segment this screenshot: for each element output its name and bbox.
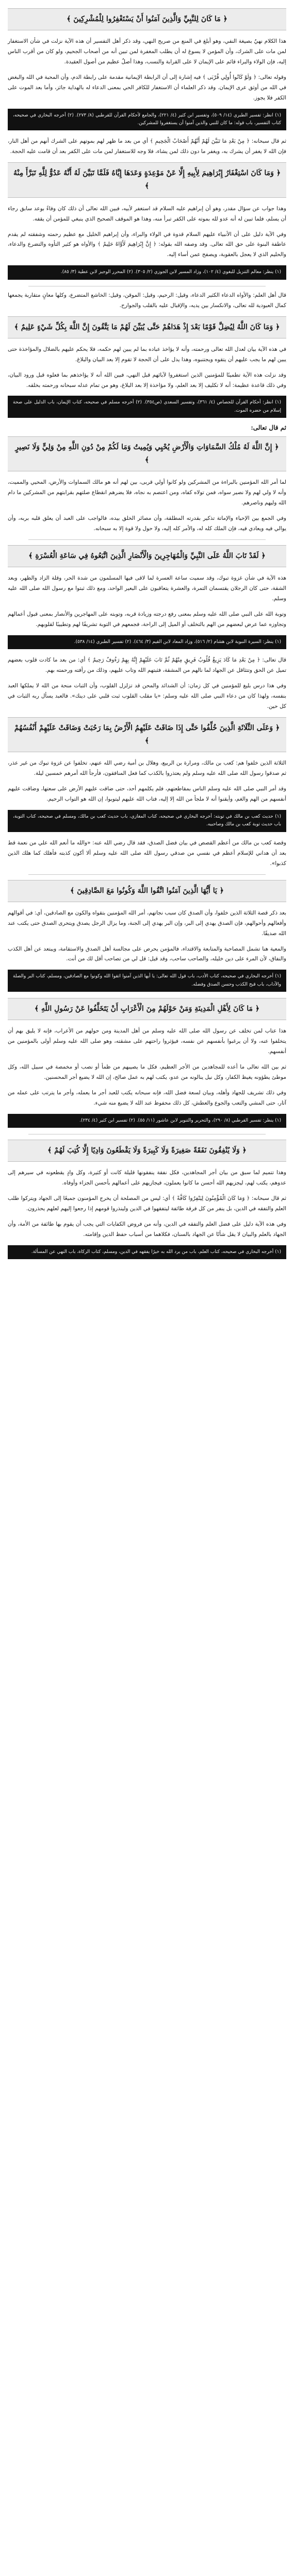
body-paragraph: ثم قال سبحانه: ﴿ وَمَا كَانَ الْمُؤْمِنُونَ لِيَنْفِرُوا كَافَّةً ﴾ أي: ليس من المصلحة أن يخرج المؤمنون جميعًا إلى الجهاد ويتركوا طلب العلم والتفقه في الدين، بل ينفر من كل فرقة طائفة ليتفقهوا في الدين ولينذروا قومهم إذا رجعوا إليهم لعلهم يحذرون.	[8, 1195, 286, 1212]
footnote-box: (١) أخرجه البخاري في صحيحه، كتاب العلم، باب من يرد الله به خيرًا يفقهه في الدين، ومسلم، كتاب الزكاة، باب النهي عن المسألة.	[8, 1245, 286, 1259]
body-paragraph: قال تعالى: ﴿ مِنْ بَعْدِ مَا كَادَ يَزِيغُ قُلُوبُ فَرِيقٍ مِنْهُمْ ثُمَّ تَابَ عَلَيْهِمْ إِنَّهُ بِهِمْ رَءُوفٌ رَحِيمٌ ﴾ أي: من بعد ما كادت قلوب بعضهم تميل عن الحق وتتثاقل عن الجهاد لما نالهم من المشقة، فثبتهم الله وتاب عليهم، وذلك من رأفته ورحمته بهم.	[8, 657, 286, 674]
body-paragraph: هذا الكلام نهيٌ بصيغة النفي، وهو أبلغ في المنع من صريح النهي، وقد ذكر أهل التفسير أن هذه الآية نزلت في شأن الاستغفار لمن مات على الشرك، وأن المؤمن لا يسوغ له أن يطلب المغفرة لمن تبين أنه من أصحاب الجحيم، ولو كان من أقرب الناس إليه، فإن الولاء والبراء قائم على الإيمان لا على القرابة والنسب، وهذا أصلٌ عظيم من أصول العقيدة.	[8, 38, 286, 65]
body-paragraph: ثم بين الله تعالى ما أعده للمجاهدين من الأجر العظيم، فكل ما يصيبهم من ظمأ أو نصب أو مخمصة في سبيل الله، وكل موطئ يطؤونه يغيظ الكفار، وكل نيل ينالونه من عدو، يكتب لهم به عمل صالح، إن الله لا يضيع أجر المحسنين.	[8, 1063, 286, 1080]
body-paragraph: وفي الجمع بين الإحياء والإماتة تذكير بقدرته المطلقة، وأن مصائر الخلق بيده، فالواجب على العبد أن يعلق قلبه بربه، وأن يوالي فيه ويعادي فيه، فإن الملك كله له، والأمر كله إليه، ولا حول ولا قوة إلا به سبحانه.	[8, 515, 286, 532]
section-divider	[28, 874, 266, 875]
body-paragraph: هذا عتاب لمن تخلف عن رسول الله صلى الله عليه وسلم من أهل المدينة ومن حولهم من الأعراب، فإنه لا يليق بهم أن يتخلفوا عنه، ولا أن يرغبوا بأنفسهم عن نفسه، فيؤثروا راحتهم على مشقته، وهو صلى الله عليه وسلم أولى بالمؤمنين من أنفسهم.	[8, 1028, 286, 1055]
quran-verse-box: ﴿ مَا كَانَ لِأَهْلِ الْمَدِينَةِ وَمَنْ حَوْلَهُمْ مِنَ الْأَعْرَابِ أَنْ يَتَخَلَّفُوا عَنْ رَسُولِ اللَّهِ ﴾	[8, 998, 286, 1020]
section-heading: ثم قال تعالى:	[251, 424, 286, 432]
footnote-box: (١) ينظر: معالم التنزيل للبغوي (٤/ ١٠٢)، وزاد المسير لابن الجوزي (٢/ ٣٠٥). (٢) المحرر الوجيز لابن عطية (٣/ ٨٥).	[8, 265, 286, 279]
body-paragraph: وتوبة الله على النبي صلى الله عليه وسلم بمعنى رفع درجته وزيادة قربه، وتوبته على المهاجرين والأنصار بمعنى قبول أعمالهم وتجاوزه عما عرض لبعضهم من الهم بالتخلف أو الميل إلى الراحة، فجمعهم في التوبة تشريفًا لهم وتطييبًا لقلوبهم.	[8, 611, 286, 628]
body-paragraph: وقوله تعالى: ﴿ وَلَوْ كَانُوا أُولِي قُرْبَى ﴾ فيه إشارة إلى أن الرابطة الإيمانية مقدمة على رابطة الدم، وأن المحبة في الله والبغض في الله من أوثق عرى الإيمان. وقد ذكر العلماء أن الاستغفار للكافر الحي بمعنى الدعاء له بالهداية جائز، وأما بعد الموت على الكفر فلا يجوز.	[8, 74, 286, 101]
body-paragraph: وقصة كعب بن مالك من أعظم القصص في بيان فضل الصدق، فقد قال رضي الله عنه: «والله ما أنعم الله علي من نعمة قط بعد أن هداني للإسلام أعظم في نفسي من صدقي رسول الله صلى الله عليه وسلم ألا أكون كذبته فأهلك كما هلك الذين كذبوا».	[8, 839, 286, 867]
quran-verse-box: ﴿ لَقَدْ تَابَ اللَّهُ عَلَى النَّبِيِّ وَالْمُهَاجِرِينَ وَالْأَنْصَارِ الَّذِينَ اتَّبَعُوهُ فِي سَاعَةِ الْعُسْرَةِ ﴾	[8, 545, 286, 567]
body-paragraph: الثلاثة الذين خلفوا هم: كعب بن مالك، ومرارة بن الربيع، وهلال بن أمية رضي الله عنهم، تخلفوا عن غزوة تبوك من غير عذر، ثم صدقوا رسول الله صلى الله عليه وسلم ولم يعتذروا بالكذب كما فعل المنافقون، فأرجأ الله أمرهم خمسين ليلة.	[8, 760, 286, 777]
body-paragraph: وقد أمر النبي صلى الله عليه وسلم الناس بمقاطعتهم، فلم يكلمهم أحد، حتى ضاقت عليهم الأرض على سعتها، وضاقت عليهم أنفسهم من الهم والغم، وأيقنوا أنه لا ملجأ من الله إلا إليه، فتاب الله عليهم ليتوبوا، إن الله هو التواب الرحيم.	[8, 786, 286, 803]
body-paragraph: والمعية هنا تشمل المصاحبة والمتابعة والاقتداء، فالمؤمن يحرص على مجالسة أهل الصدق والاستقامة، ويبتعد عن أهل الكذب والنفاق، لأن المرء على دين خليله، والصاحب ساحب، وقد قيل: قل لي من تصاحب أقل لك من أنت.	[8, 945, 286, 962]
quran-verse-box: ﴿ وَلَا يُنْفِقُونَ نَفَقَةً صَغِيرَةً وَلَا كَبِيرَةً وَلَا يَقْطَعُونَ وَادِيًا إِلَّا كُتِبَ لَهُمْ ﴾	[8, 1140, 286, 1162]
footnote-box: (١) أخرجه البخاري في صحيحه، كتاب الأدب، باب قول الله تعالى: يا أيها الذين آمنوا اتقوا الله وكونوا مع الصادقين، ومسلم، كتاب البر والصلة والآداب، باب قبح الكذب وحسن الصدق وفضله.	[8, 970, 286, 992]
quran-verse-box: ﴿ مَا كَانَ لِلنَّبِيِّ وَالَّذِينَ آمَنُوا أَنْ يَسْتَغْفِرُوا لِلْمُشْرِكِينَ ﴾	[8, 8, 286, 30]
body-paragraph: وفي هذه الآية دليل على فضل العلم والتفقه في الدين، وأنه من فروض الكفايات التي يجب أن يقوم بها طائفة من الأمة، وأن الجهاد بالعلم والبيان لا يقل شأنًا عن الجهاد بالسنان، فكلاهما من أسباب حفظ الدين وإقامته.	[8, 1221, 286, 1238]
body-paragraph: وهذا جواب عن سؤال مقدر، وهو أن إبراهيم عليه السلام قد استغفر لأبيه، فبين الله تعالى أن ذلك كان وفاءً بوعد سابق رجاء أن يسلم، فلما تبين له أنه عدو لله بموته على الكفر تبرأ منه، وهذا هو الموقف الصحيح الذي ينبغي للمؤمن أن يقفه.	[8, 205, 286, 222]
body-paragraph: لما أمر الله المؤمنين بالبراءة من المشركين ولو كانوا أولي قربى، بين لهم أنه هو مالك السماوات والأرض، المحيي والمميت، وأنه لا ولي لهم ولا نصير سواه، فمن تولاه كفاه، ومن اعتصم به نجاه، فلا يضرهم انقطاع صلتهم بقرابتهم من المشركين ما دام الله وليهم وناصرهم.	[8, 479, 286, 506]
body-paragraph: في هذه الآية بيان لعدل الله تعالى ورحمته، وأنه لا يؤاخذ عباده بما لم يبين لهم حكمه، فلا يحكم عليهم بالضلال والمؤاخذة حتى يبين لهم ما يجب عليهم أن يتقوه ويجتنبوه، وهذا يدل على أن الحجة لا تقوم إلا بعد البيان والبلاغ.	[8, 346, 286, 363]
body-paragraph: قال أهل العلم: والأواه الدعاء الكثير الدعاء، وقيل: الرحيم، وقيل: الموقن، وقيل: الخاشع المتضرع، وكلها معانٍ متقاربة يجمعها كمال العبودية لله تعالى، والانكسار بين يديه، والإقبال عليه بالقلب والجوارح.	[8, 292, 286, 309]
body-paragraph: هذه الآية في شأن غزوة تبوك، وقد سميت ساعة العسرة لما لاقى فيها المسلمون من شدة الحر، وقلة الزاد والظهر، وبعد الشقة، حتى كان الرجلان يقتسمان التمرة، والعشرة يتعاقبون على البعير الواحد، ومع ذلك ثبتوا مع رسول الله صلى الله عليه وسلم.	[8, 575, 286, 602]
quran-verse-box: ﴿ وَمَا كَانَ اللَّهُ لِيُضِلَّ قَوْمًا بَعْدَ إِذْ هَدَاهُمْ حَتَّى يُبَيِّنَ لَهُمْ مَا يَتَّقُونَ إِنَّ اللَّهَ بِكُلِّ شَيْءٍ عَلِيمٌ ﴾	[8, 316, 286, 338]
footnote-box: (١) انظر: تفسير الطبري (١٤/ ٥٠٩)، وتفسير ابن كثير (٤/ ٢٢١)، والجامع لأحكام القرآن للقرطبي (٨/ ٢٧٣). (٢) أخرجه البخاري في صحيحه، كتاب التفسير، باب قوله: ما كان للنبي والذين آمنوا أن يستغفروا للمشركين.	[8, 109, 286, 131]
quran-verse-box: ﴿ إِنَّ اللَّهَ لَهُ مُلْكُ السَّمَاوَاتِ وَالْأَرْضِ يُحْيِي وَيُمِيتُ وَمَا لَكُمْ مِنْ دُونِ اللَّهِ مِنْ وَلِيٍّ وَلَا نَصِيرٍ ﴾	[8, 436, 286, 471]
body-paragraph: وهذا تتميم لما سبق من بيان أجر المجاهدين، فكل نفقة ينفقونها قليلة كانت أو كثيرة، وكل وادٍ يقطعونه في سيرهم إلى عدوهم، يكتب لهم، ليجزيهم الله أحسن ما كانوا يعملون، فيجازيهم على أعمالهم بأحسن الجزاء وأوفاه.	[8, 1170, 286, 1187]
body-paragraph: وفي ذلك تشريف للجهاد وأهله، وبيان لسعة فضل الله، فإنه سبحانه يكتب للعبد أجر ما يعمله، وأجر ما يترتب على عمله من آثار، حتى المشي والتعب والجوع والعطش، كل ذلك محفوظ عند الله لا يضيع منه شيء.	[8, 1089, 286, 1106]
footnote-box: (١) ينظر: السيرة النبوية لابن هشام (٢/ ٥١٦)، وزاد المعاد لابن القيم (٣/ ٤٦٤). (٢) تفسير الطبري (١٤/ ٥٣٨).	[8, 635, 286, 649]
quran-verse-box: ﴿ وَعَلَى الثَّلَاثَةِ الَّذِينَ خُلِّفُوا حَتَّى إِذَا ضَاقَتْ عَلَيْهِمُ الْأَرْضُ بِمَا رَحُبَتْ وَضَاقَتْ عَلَيْهِمْ أَنْفُسُهُمْ ﴾	[8, 717, 286, 752]
footnote-box: (١) انظر: أحكام القرآن للجصاص (٤/ ٣٦١)، وتفسير السعدي (ص٣٥٤). (٢) أخرجه مسلم في صحيحه، كتاب الإيمان، باب الدليل على صحة إسلام من حضره الموت.	[8, 396, 286, 418]
document-page	[8, 0, 286, 1259]
body-paragraph: ثم قال سبحانه: ﴿ مِنْ بَعْدِ مَا تَبَيَّنَ لَهُمْ أَنَّهُمْ أَصْحَابُ الْجَحِيمِ ﴾ أي من بعد ما ظهر لهم بموتهم على الشرك أنهم من أهل النار، فإن الله لا يغفر أن يشرك به، ويغفر ما دون ذلك لمن يشاء، فلا وجه للاستغفار لمن مات على الكفر بعد أن قامت عليه الحجة.	[8, 138, 286, 155]
quran-verse-box: ﴿ يَا أَيُّهَا الَّذِينَ آمَنُوا اتَّقُوا اللَّهَ وَكُونُوا مَعَ الصَّادِقِينَ ﴾	[8, 880, 286, 902]
footnote-box: (١) حديث كعب بن مالك في توبته: أخرجه البخاري في صحيحه، كتاب المغازي، باب حديث كعب بن مالك، ومسلم في صحيحه، كتاب التوبة، باب حديث توبة كعب بن مالك وصاحبيه.	[8, 810, 286, 832]
body-paragraph: وقد نزلت هذه الآية تطمينًا للمؤمنين الذين استغفروا لآبائهم قبل النهي، فبين الله أنه لا يؤاخذهم بما فعلوه قبل ورود البيان، وفي ذلك قاعدة عظيمة: أنه لا تكليف إلا بعد العلم، ولا مؤاخذة إلا بعد البلاغ، وهو من تمام عدله سبحانه ورحمته بخلقه.	[8, 371, 286, 388]
quran-verse-box: ﴿ وَمَا كَانَ اسْتِغْفَارُ إِبْرَاهِيمَ لِأَبِيهِ إِلَّا عَنْ مَوْعِدَةٍ وَعَدَهَا إِيَّاهُ فَلَمَّا تَبَيَّنَ لَهُ أَنَّهُ عَدُوٌّ لِلَّهِ تَبَرَّأَ مِنْهُ ﴾	[8, 162, 286, 197]
body-paragraph: وفي هذا درس بليغ للمؤمنين في كل زمان: أن الشدائد والمحن قد تزلزل القلوب، وأن الثبات منحة من الله لا يملكها العبد بنفسه، ولهذا كان من دعاء النبي صلى الله عليه وسلم: «يا مقلب القلوب ثبت قلبي على دينك». فالعبد يسأل ربه الثبات في كل حين.	[8, 683, 286, 710]
body-paragraph: بعد ذكر قصة الثلاثة الذين خلفوا، وأن الصدق كان سبب نجاتهم، أمر الله المؤمنين بتقواه والكون مع الصادقين، أي: في أقوالهم وأفعالهم وأحوالهم، فإن الصدق يهدي إلى البر، وإن البر يهدي إلى الجنة، وما يزال الرجل يصدق ويتحرى الصدق حتى يكتب عند الله صديقًا.	[8, 909, 286, 937]
section-divider	[28, 539, 266, 540]
footnote-box: (١) ينظر: تفسير القرطبي (٨/ ٢٩٠)، والتحرير والتنوير لابن عاشور (١١/ ٥٥). (٢) تفسير ابن كثير (٤/ ٢٣٤).	[8, 1114, 286, 1128]
body-paragraph: وفي الآية دليل على أن الأنبياء عليهم السلام قدوة في الولاء والبراء، وأن إبراهيم الخليل مع عظيم رحمته وشفقته لم يقدم عاطفة البنوة على حق الله تعالى. وقد وصفه الله بقوله: ﴿ إِنَّ إِبْرَاهِيمَ لَأَوَّاهٌ حَلِيمٌ ﴾ والأواه هو كثير التأوه والتضرع والدعاء، والحليم الذي لا يعجل بالعقوبة، ويصفح عمن أساء إليه.	[8, 231, 286, 258]
